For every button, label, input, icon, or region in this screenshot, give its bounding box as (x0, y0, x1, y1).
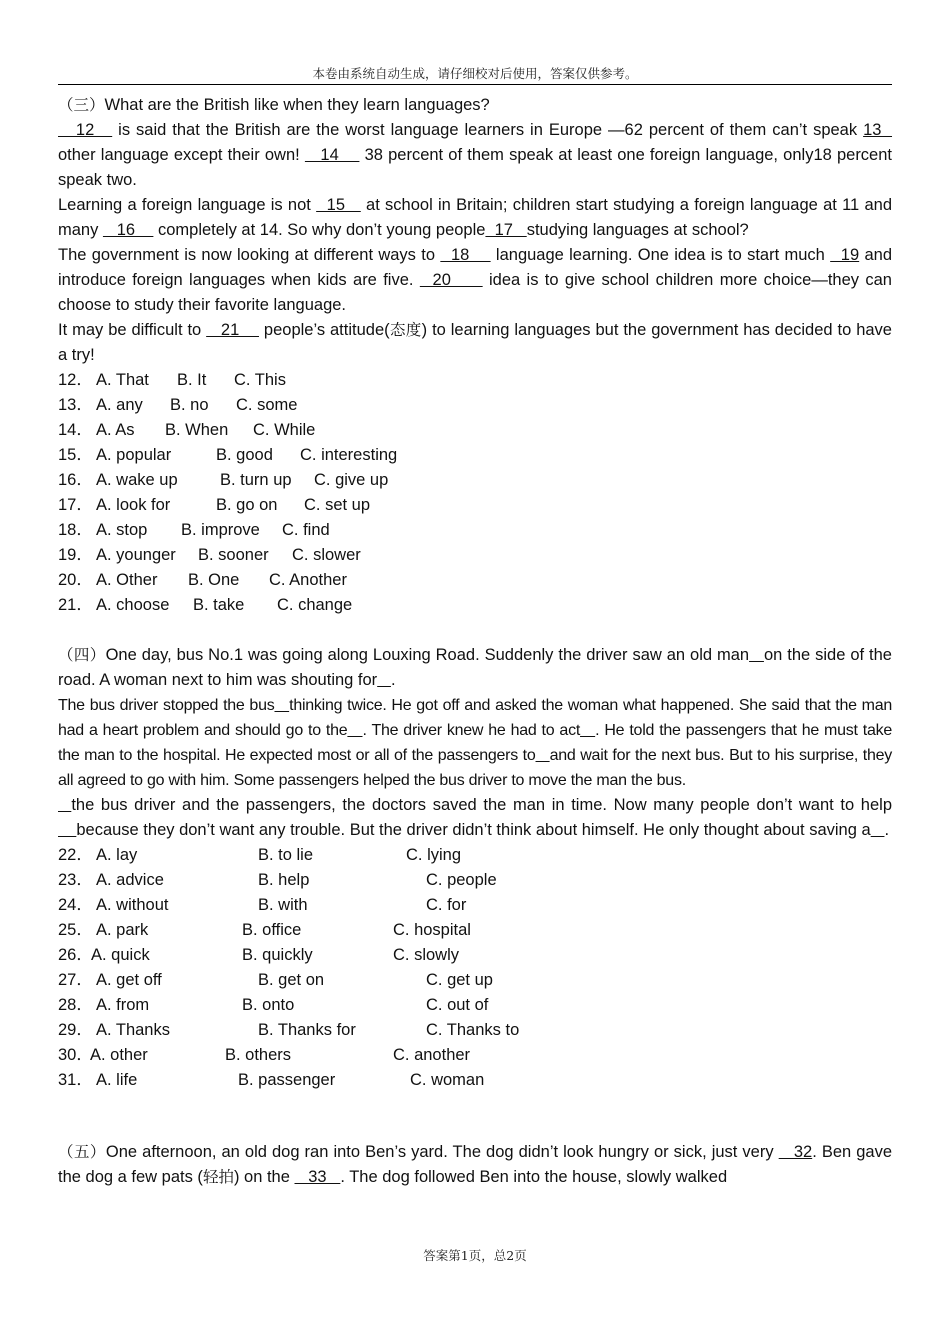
question-row (58, 893, 892, 918)
blank (580, 722, 595, 739)
option-c[interactable]: C. give up (314, 471, 389, 489)
question-number: 15． (58, 446, 93, 464)
option-a[interactable]: A. advice (96, 871, 164, 889)
option-a[interactable]: A. As (96, 421, 135, 439)
question-row (58, 493, 892, 518)
blank-19: 19 (830, 246, 860, 264)
option-c[interactable]: C. hospital (393, 921, 471, 939)
option-b[interactable]: B. office (242, 921, 302, 939)
option-c[interactable]: C. slowly (393, 946, 460, 964)
option-c[interactable]: C. get up (426, 971, 493, 989)
option-c[interactable]: C. Another (269, 571, 347, 589)
section-3-paragraph-2 (58, 193, 892, 243)
text: One afternoon, an old dog ran into Ben’s yard. The dog didn’t look hungry or sick, just very (105, 1143, 779, 1161)
option-b[interactable]: B. When (165, 421, 229, 439)
question-row (58, 918, 892, 943)
text: is said that the British are the worst language learners in Europe —62 percent of them can’t speak (112, 121, 864, 139)
option-c[interactable]: C. woman (410, 1071, 485, 1089)
question-number: 30． (58, 1046, 93, 1064)
blank-21: 21 (206, 321, 259, 339)
option-b[interactable]: B. onto (242, 996, 295, 1014)
question-row (58, 943, 892, 968)
option-c[interactable]: C. people (426, 871, 497, 889)
blank (58, 796, 71, 814)
option-a[interactable]: A. That (96, 371, 149, 389)
option-a[interactable]: A. park (96, 921, 149, 939)
option-a[interactable]: A. stop (96, 521, 148, 539)
blank-15: 15 (316, 196, 361, 214)
option-a[interactable]: A. other (90, 1046, 148, 1064)
question-number: 14． (58, 421, 93, 439)
option-c[interactable]: C. out of (426, 996, 489, 1014)
question-number: 20． (58, 571, 93, 589)
section-5-paragraph-1 (58, 1140, 892, 1190)
option-c[interactable]: C. Thanks to (426, 1021, 520, 1039)
question-number: 13． (58, 396, 93, 414)
question-number: 29． (58, 1021, 93, 1039)
blank (749, 646, 764, 664)
question-number: 28． (58, 996, 93, 1014)
blank-20: 20 (419, 271, 483, 289)
text: . The driver knew he had to act (362, 722, 581, 739)
section-3-title (58, 93, 892, 118)
text: . (390, 671, 396, 689)
option-a[interactable]: A. lay (96, 846, 138, 864)
option-b[interactable]: B. turn up (220, 471, 292, 489)
blank (871, 821, 885, 839)
blank (377, 671, 391, 689)
question-row (58, 1068, 892, 1093)
text: . Ben gave the dog a few pats ( (58, 1143, 893, 1186)
question-row (58, 968, 892, 993)
option-c[interactable]: C. another (393, 1046, 471, 1064)
option-c[interactable]: C. change (277, 596, 353, 614)
text: . He told the passengers that he must take the man to the hospital. He expected most or all of the passengers to (58, 722, 892, 764)
text: other language except their own! (58, 146, 305, 164)
blank-33: 33 (294, 1168, 341, 1186)
option-c[interactable]: C. lying (406, 846, 462, 864)
option-c[interactable]: C. This (234, 371, 286, 389)
question-number: 24． (58, 896, 93, 914)
option-c[interactable]: C. set up (304, 496, 371, 514)
option-b[interactable]: B. good (216, 446, 273, 464)
option-b[interactable]: B. sooner (198, 546, 269, 564)
section-4-number: （四） (58, 646, 106, 664)
blank (274, 697, 289, 714)
text: . The dog followed Ben into the house, slowly walked (340, 1168, 728, 1186)
question-row (58, 543, 892, 568)
chinese-gloss: 轻拍 (202, 1168, 234, 1186)
option-a[interactable]: A. wake up (96, 471, 178, 489)
blank (347, 722, 362, 739)
text: and introduce foreign languages when kids are five. (58, 246, 893, 289)
option-b[interactable]: B. It (177, 371, 207, 389)
question-row (58, 468, 892, 493)
page-header: 本卷由系统自动生成，请仔细校对后使用，答案仅供参考。 (58, 64, 892, 85)
option-b[interactable]: B. help (258, 871, 310, 889)
question-number: 16． (58, 471, 93, 489)
question-row (58, 993, 892, 1018)
option-a[interactable]: A. get off (96, 971, 162, 989)
text: One day, bus No.1 was going along Louxing Road. Suddenly the driver saw an old man (105, 646, 750, 664)
option-a[interactable]: A. Thanks (96, 1021, 170, 1039)
option-b[interactable]: B. One (188, 571, 240, 589)
question-row (58, 1043, 892, 1068)
text: on the side of the road. A woman next to him was shouting for (58, 646, 892, 689)
blank-12: 12 (58, 121, 113, 139)
text: language learning. One idea is to start much (490, 246, 831, 264)
option-a[interactable]: A. look for (96, 496, 171, 514)
text: 38 percent of them speak at least one foreign language, only18 percent speak two. (58, 146, 892, 189)
section-3-paragraph-3 (58, 243, 892, 318)
text: completely at 14. So why don’t young people (153, 221, 486, 239)
chinese-gloss: 态度 (389, 321, 422, 339)
option-a[interactable]: A. from (96, 996, 150, 1014)
question-row (58, 568, 892, 593)
page-footer: 答案第1页，总2页 (423, 1248, 527, 1263)
text: ) on the (233, 1168, 295, 1186)
page-content (58, 93, 892, 1190)
section-4-paragraph-1 (58, 643, 892, 693)
option-c[interactable]: C. slower (292, 546, 361, 564)
section-3-title-text: What are the British like when they learn languages? (104, 96, 490, 114)
blank-16: 16 (102, 221, 154, 239)
blank-17: 17 (485, 221, 527, 239)
question-number: 27． (58, 971, 93, 989)
option-b[interactable]: B. get on (258, 971, 325, 989)
option-c[interactable]: C. interesting (300, 446, 398, 464)
text: and wait for the next bus. But to his surprise, they all agreed to go with him. Some passengers helped the bus driver to move the man the bus. (58, 747, 893, 789)
spacer (58, 1093, 892, 1140)
spacer (58, 618, 892, 643)
blank-14: 14 (304, 146, 360, 164)
question-row (58, 868, 892, 893)
text: The bus driver stopped the bus (58, 697, 275, 714)
question-row (58, 843, 892, 868)
question-number: 18． (58, 521, 93, 539)
blank (58, 821, 76, 839)
blank (536, 747, 550, 764)
question-row (58, 418, 892, 443)
option-c[interactable]: C. While (253, 421, 316, 439)
text: because they don’t want any trouble. But the driver didn’t think about himself. He only thought about saving a (76, 821, 871, 839)
question-row (58, 368, 892, 393)
question-row (58, 518, 892, 543)
blank-32: 32 (778, 1143, 813, 1161)
option-b[interactable]: B. with (258, 896, 308, 914)
section-3-number: （三） (58, 96, 105, 114)
text: studying languages at school? (526, 221, 749, 239)
question-number: 21． (58, 596, 93, 614)
question-row (58, 1018, 892, 1043)
question-number: 17． (58, 496, 93, 514)
option-c[interactable]: C. find (282, 521, 330, 539)
option-a[interactable]: A. Other (96, 571, 158, 589)
option-b[interactable]: B. Thanks for (258, 1021, 356, 1039)
text: the bus driver and the passengers, the doctors saved the man in time. Now many people don’t want to help (71, 796, 892, 814)
option-a[interactable]: A. younger (96, 546, 176, 564)
text: people’s attitude( (258, 321, 390, 339)
section-3-paragraph-1 (58, 118, 892, 193)
text: The government is now looking at different ways to (58, 246, 441, 264)
option-a[interactable]: A. without (96, 896, 169, 914)
question-number: 22． (58, 846, 93, 864)
question-number: 12． (58, 371, 93, 389)
option-b[interactable]: B. go on (216, 496, 278, 514)
section-5-number: （五） (58, 1143, 106, 1161)
option-c[interactable]: C. for (426, 896, 467, 914)
option-b[interactable]: B. to lie (258, 846, 314, 864)
section-4-paragraph-2 (58, 693, 892, 793)
option-a[interactable]: A. life (96, 1071, 138, 1089)
text: Learning a foreign language is not (58, 196, 317, 214)
blank-13: 13 (863, 121, 893, 139)
text: thinking twice. He got off and asked the woman what happened. She said that the man had a heart problem and should go to the (58, 697, 893, 739)
text: at school in Britain; children start studying a foreign language at 11 and many (58, 196, 892, 239)
option-b[interactable]: B. others (225, 1046, 292, 1064)
question-row (58, 443, 892, 468)
question-number: 19． (58, 546, 93, 564)
option-a[interactable]: A. choose (96, 596, 170, 614)
text: idea is to give school children more choice—they can choose to study their favorite language. (58, 271, 892, 314)
option-a[interactable]: A. quick (91, 946, 150, 964)
question-number: 31． (58, 1071, 93, 1089)
option-a[interactable]: A. popular (96, 446, 172, 464)
option-b[interactable]: B. quickly (242, 946, 313, 964)
option-b[interactable]: B. no (170, 396, 209, 414)
question-row (58, 393, 892, 418)
question-row (58, 593, 892, 618)
option-b[interactable]: B. passenger (238, 1071, 336, 1089)
option-b[interactable]: B. improve (181, 521, 260, 539)
blank-18: 18 (440, 246, 491, 264)
option-b[interactable]: B. take (193, 596, 245, 614)
question-number: 25． (58, 921, 93, 939)
question-number: 26． (58, 946, 93, 964)
section-4-options (58, 843, 892, 1093)
option-c[interactable]: C. some (236, 396, 298, 414)
section-4-paragraph-3 (58, 793, 892, 843)
section-3-paragraph-4 (58, 318, 892, 368)
text: . (884, 821, 890, 839)
section-3-options (58, 368, 892, 618)
text: ) to learning languages but the government has decided to have a try! (58, 321, 892, 364)
text: It may be difficult to (58, 321, 207, 339)
option-a[interactable]: A. any (96, 396, 143, 414)
question-number: 23． (58, 871, 93, 889)
